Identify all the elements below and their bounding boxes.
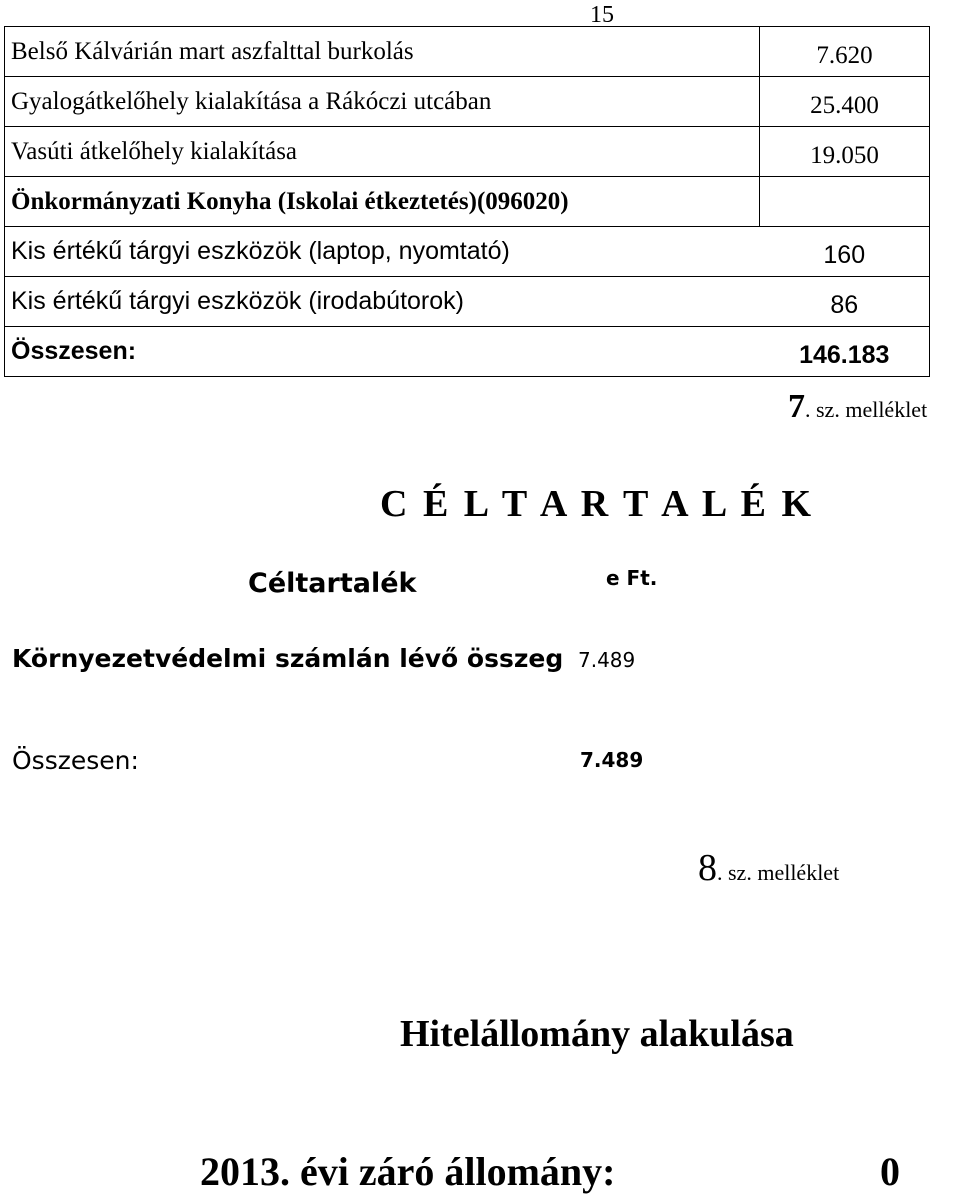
reserves-column-header: Céltartalék — [248, 568, 417, 599]
budget-table — [4, 26, 930, 377]
annex-number: 8 — [698, 847, 717, 889]
row-label: Gyalogátkelőhely kialakítása a Rákóczi utcában — [5, 77, 760, 127]
row-value: 25.400 — [760, 77, 930, 127]
row-label: Kis értékű tárgyi eszközök (irodabútorok) — [5, 277, 760, 327]
annex-7-label — [788, 388, 927, 426]
reserve-item-label: Környezetvédelmi számlán lévő összeg — [12, 644, 564, 673]
annex-suffix: . sz. melléklet — [805, 397, 928, 422]
reserves-total-label: Összesen: — [12, 746, 139, 775]
table-row — [5, 77, 930, 127]
section-heading: Önkormányzati Konyha (Iskolai étkeztetés)(096020) — [5, 177, 760, 227]
table-row — [5, 27, 930, 77]
total-value: 146.183 — [760, 327, 930, 377]
page-number: 15 — [590, 2, 614, 28]
table-row-total — [5, 327, 930, 377]
closing-balance-value: 0 — [880, 1149, 900, 1194]
row-value: 19.050 — [760, 127, 930, 177]
annex-8-label — [698, 846, 839, 890]
row-value — [760, 177, 930, 227]
row-label: Vasúti átkelőhely kialakítása — [5, 127, 760, 177]
row-label: Kis értékű tárgyi eszközök (laptop, nyomtató) — [5, 227, 760, 277]
table-row — [5, 227, 930, 277]
reserves-total-value: 7.489 — [580, 748, 644, 772]
reserves-unit-header: e Ft. — [606, 566, 658, 590]
reserves-title: C É L T A R T A L É K — [380, 483, 815, 525]
row-value: 86 — [760, 277, 930, 327]
reserve-item-value: 7.489 — [578, 648, 636, 672]
row-value: 160 — [760, 227, 930, 277]
row-label: Belső Kálvárián mart aszfalttal burkolás — [5, 27, 760, 77]
table-row-section-heading — [5, 177, 930, 227]
annex-suffix: . sz. melléklet — [717, 860, 840, 885]
table-row — [5, 127, 930, 177]
loan-title: Hitelállomány alakulása — [400, 1013, 794, 1055]
row-value: 7.620 — [760, 27, 930, 77]
closing-balance-label: 2013. évi záró állomány: — [200, 1149, 616, 1194]
table-row — [5, 277, 930, 327]
annex-number: 7 — [788, 388, 805, 425]
total-label: Összesen: — [5, 327, 760, 377]
